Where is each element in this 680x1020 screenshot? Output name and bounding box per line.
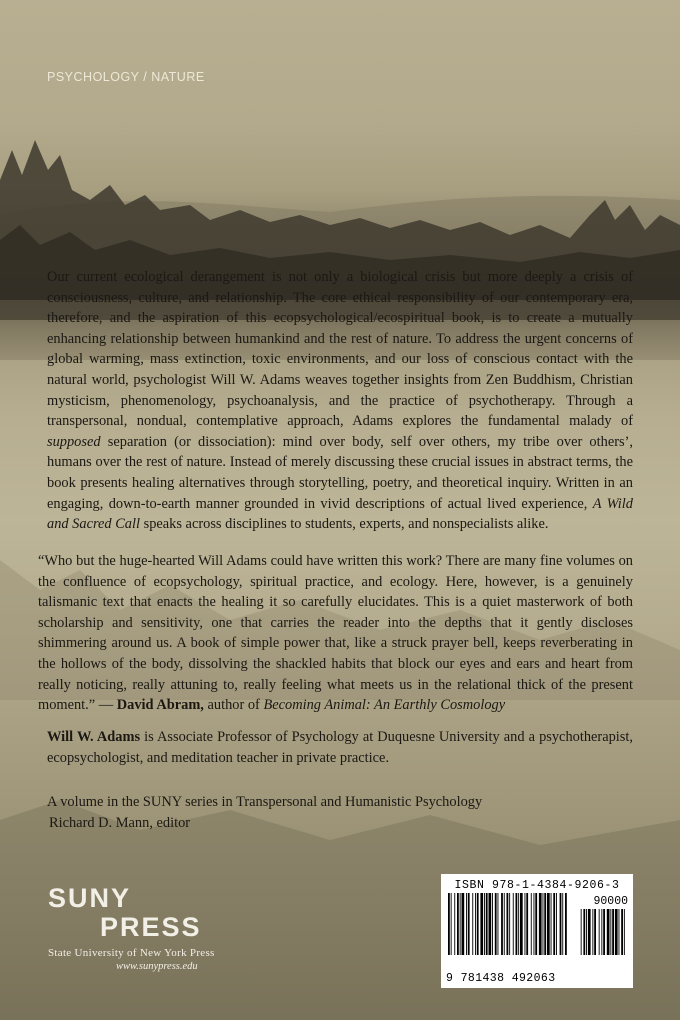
author-bio: [47, 727, 633, 768]
endorser-role: author of: [203, 697, 264, 714]
category-label: PSYCHOLOGY / NATURE: [47, 70, 205, 84]
quote-text: “Who but the huge-hearted Will Adams could have written this work? There are many fine volumes on the confluence of ecopsychology, spiritual practice, and ecology. Here, however, is a genuinely talismanic text that enacts the healing it so carefully elucidates. This is a quiet masterwork of both scholarship and sensitivity, one that carries the reader into the depths that it gently discloses shimmering around us. A book of simple power that, like a struck prayer bell, keeps reverberating in the hollows of the body, dissolving the shackled habits that block our eyes and ears and heart from really noticing, really attuning to, really feeling what meets us in the relational thick of the present moment.”: [38, 553, 633, 714]
description-text-3: speaks across disciplines to students, experts, and nonspecialists alike.: [140, 516, 549, 533]
publisher-name: State University of New York Press: [48, 947, 215, 959]
series-note: [47, 792, 482, 834]
endorser-name: David Abram,: [116, 697, 204, 714]
isbn-label: ISBN 978-1-4384-9206-3: [454, 879, 620, 892]
series-line: A volume in the SUNY series in Transpersonal and Humanistic Psychology: [47, 794, 483, 810]
isbn-barcode: [441, 874, 633, 988]
book-description: [47, 267, 633, 535]
series-editor: Richard D. Mann, editor: [49, 815, 191, 831]
price-code: 90000: [593, 895, 628, 908]
description-text-2: separation (or dissociation): mind over body, self over others, my tribe over others’, humans over the rest of nature. Instead of merely discussing these crucial issues in abstract terms, the book presents healing alternatives through storytelling, poetry, and theoretical inquiry. Written in an engaging, down-to-earth manner grounded in vivid descriptions of actual lived experience,: [47, 433, 633, 512]
author-name: Will W. Adams: [47, 729, 141, 745]
description-emphasis: supposed: [47, 433, 101, 450]
publisher-logo: [48, 883, 258, 973]
logo-press: PRESS: [100, 912, 202, 942]
endorser-work: Becoming Animal: An Earthly Cosmology: [263, 697, 506, 714]
author-bio-text: is Associate Professor of Psychology at Duquesne University and a psychotherapist, ecopsychologist, and meditation teacher in private practice.: [47, 729, 633, 766]
description-text-1: Our current ecological derangement is not only a biological crisis but more deeply a crisis of consciousness, culture, and relationship. The core ethical responsibility of our contemporary era, therefore, and the aspiration of this ecopsychological/ecospiritual book, is to create a mutually enhancing relationship between humankind and the rest of nature. To address the urgent concerns of global warming, mass extinction, toxic environments, and our loss of conscious contact with the natural world, psychologist Will W. Adams weaves together insights from Zen Buddhism, Christian mysticism, phenomenology, psychoanalysis, and the practice of psychotherapy. Through a transpersonal, nondual, contemplative approach, Adams explores the fundamental malady of: [47, 269, 633, 430]
book-title: A Wild and Sacred Call: [47, 495, 633, 533]
publisher-url: www.sunypress.edu: [116, 961, 198, 972]
endorsement-quote: [38, 551, 633, 716]
quote-dash: —: [95, 697, 117, 714]
logo-suny: SUNY: [48, 883, 132, 913]
ean-number: 9 781438 492063: [446, 972, 556, 985]
